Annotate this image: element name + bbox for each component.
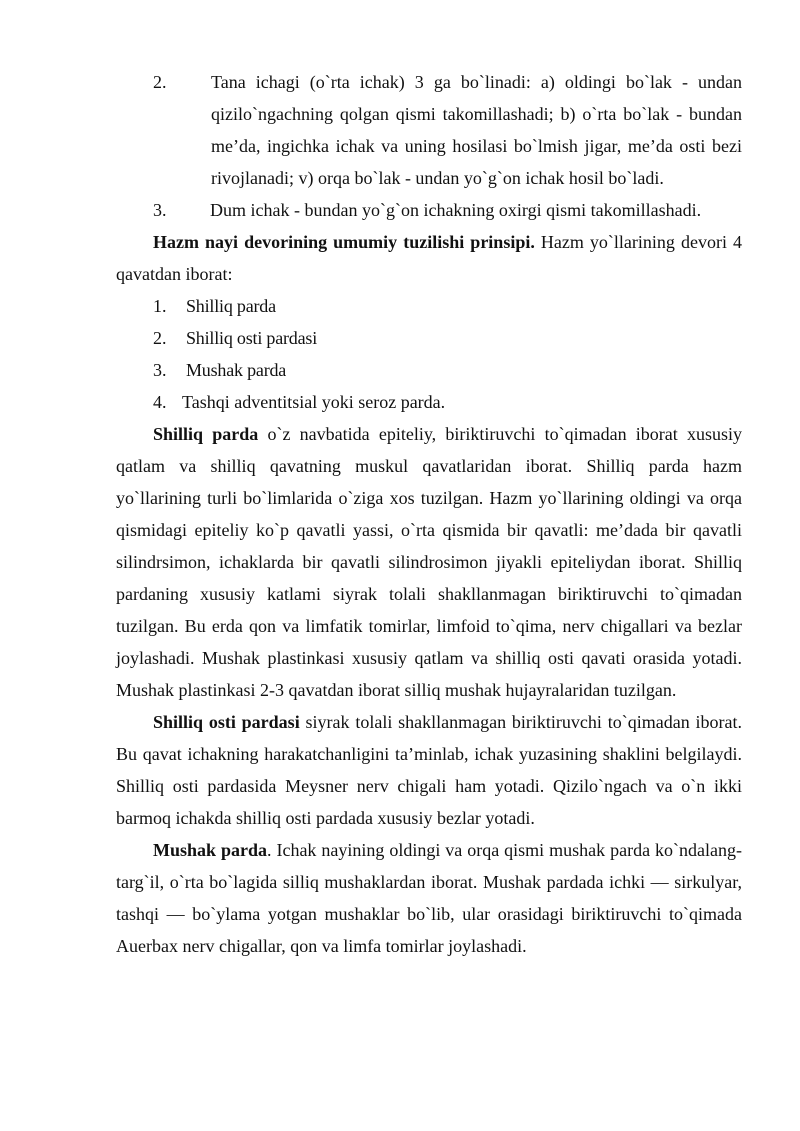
layer-label: Shilliq parda xyxy=(186,296,276,316)
layer-number: 3. xyxy=(153,360,167,380)
paragraph-text: . Ichak nayining oldingi va orqa qismi mushak parda ko`ndalang-targ`il, o`rta bo`lagida silliq mushaklardan iborat. Mushak pardada ichki — sirkulyar, tashqi — bo`ylama yotgan mushaklar bo`lib, ular orasidagi biriktiruvchi to`qimada Auerbax nerv chigallar, qon va limfa tomirlar joylashadi. xyxy=(116,840,742,956)
paragraph-heading: Shilliq parda xyxy=(153,424,259,444)
section-intro-text: Hazm yo`llarining devori 4 qavatdan iborat: xyxy=(116,232,743,284)
layer-list-item xyxy=(116,386,742,418)
paragraph-heading: Shilliq osti pardasi xyxy=(153,712,300,732)
layer-number: 2. xyxy=(153,328,167,348)
point-text: Dum ichak - bundan yo`g`on ichakning oxirgi qismi takomillashadi. xyxy=(210,200,702,220)
shilliq-parda-paragraph xyxy=(116,418,742,706)
numbered-point xyxy=(116,194,742,226)
section-heading: Hazm nayi devorining umumiy tuzilishi prinsipi. xyxy=(153,232,535,252)
layer-list-item xyxy=(116,322,742,354)
layer-list-item xyxy=(116,354,742,386)
layer-number: 4. xyxy=(153,392,167,412)
mushak-parda-paragraph xyxy=(116,834,742,962)
shilliq-osti-paragraph xyxy=(116,706,742,834)
paragraph-text: o`z navbatida epiteliy, biriktiruvchi to`qimadan iborat xususiy qatlam va shilliq qavatning muskul qavatlaridan iborat. Shilliq parda hazm yo`llarining turli bo`limlarida o`ziga xos tuzilgan. Hazm yo`llarining oldingi va orqa qismidagi epiteliy ko`p qavatli yassi, o`rta qismida bir qavatli: me’dada bir qavatli silindrsimon, ichaklarda bir qavatli silindrosimon jiyakli epiteliydan iborat. Shilliq pardaning xususiy katlami siyrak tolali shakllanmagan biriktiruvchi to`qimadan tuzilgan. Bu erda qon va limfatik tomirlar, limfoid to`qima, nerv chigallari va bezlar joylashadi. Mushak plastinkasi xususiy qatlam va shilliq osti qavati orasida yotadi. Mushak plastinkasi 2-3 qavatdan iborat silliq mushak hujayralaridan tuzilgan. xyxy=(116,424,742,700)
point-text: Tana ichagi (o`rta ichak) 3 ga bo`linadi: a) oldingi bo`lak - undan qizilo`ngachning qolgan qismi takomillashadi; b) o`rta bo`lak - bundan me’da, ingichka ichak va uning hosilasi bo`lmish jigar, me’da osti bezi rivojlanadi; v) orqa bo`lak - undan yo`g`on ichak hosil bo`ladi. xyxy=(211,72,742,188)
section-intro-paragraph xyxy=(116,226,742,290)
numbered-point xyxy=(116,66,742,194)
point-number: 2. xyxy=(153,72,167,92)
point-number: 3. xyxy=(153,200,167,220)
paragraph-heading: Mushak parda xyxy=(153,840,267,860)
layer-list-item xyxy=(116,290,742,322)
paragraph-text: siyrak tolali shakllanmagan biriktiruvchi to`qimadan iborat. Bu qavat ichakning harakatchanligini ta’minlab, ichak yuzasining shaklini belgilaydi. Shilliq osti pardasida Meysner nerv chigali ham yotadi. Qizilo`ngach va o`n ikki barmoq ichakda shilliq osti pardada xususiy bezlar yotadi. xyxy=(116,712,743,828)
layer-number: 1. xyxy=(153,296,167,316)
document-body xyxy=(116,66,742,962)
layer-label: Mushak parda xyxy=(186,360,287,380)
layer-label: Tashqi adventitsial yoki seroz parda. xyxy=(182,392,446,412)
layer-label: Shilliq osti pardasi xyxy=(186,328,318,348)
